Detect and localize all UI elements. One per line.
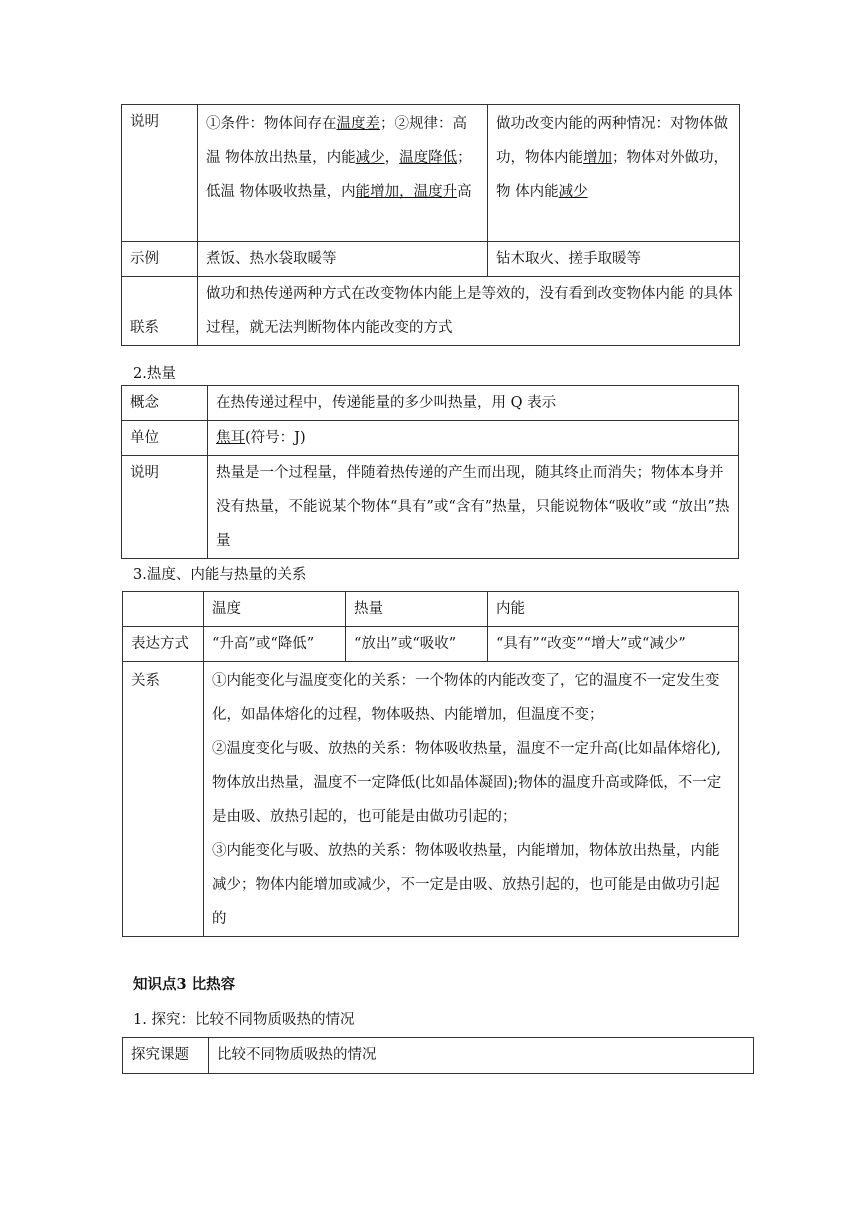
relation-item: ①内能变化与温度变化的关系：一个物体的内能改变了，它的温度不一定发生变化，如晶体熔化的过程，物体吸热、内能增加，但温度不变； <box>212 673 720 723</box>
section-heading-heat: 2.热量 <box>133 366 176 382</box>
table-row <box>122 277 740 346</box>
relation-list <box>204 662 739 937</box>
concept-text: 在热传递过程中，传递能量的多少叫热量，用 Q 表示 <box>208 386 739 421</box>
row-label: 说明 <box>122 456 208 559</box>
expr-temperature: “升高”或“降低” <box>204 627 346 662</box>
table-row <box>122 456 739 559</box>
row-label: 单位 <box>122 421 208 456</box>
table-row <box>122 105 740 242</box>
table-row <box>122 242 740 277</box>
row-label: 联系 <box>122 277 198 346</box>
row-label: 示例 <box>122 242 198 277</box>
row-label: 探究课题 <box>123 1038 209 1074</box>
example-work: 钻木取火、搓手取暖等 <box>488 242 740 277</box>
table-row <box>123 1038 754 1074</box>
subheading-inquiry: 1. 探究：比较不同物质吸热的情况 <box>133 1012 355 1028</box>
table-heat <box>121 385 739 559</box>
relation-item: ③内能变化与吸、放热的关系：物体吸收热量，内能增加，物体放出热量，内能减少；物体内能增加或减少，不一定是由吸、放热引起的，也可能是由做功引起的 <box>212 843 720 927</box>
explanation-heat-transfer: ①条件：物体间存在温度差；②规律：高温 物体放出热量，内能减少，温度降低；低温 物体吸收热量，内能增加，温度升高 <box>198 105 488 242</box>
relation-item: ②温度变化与吸、放热的关系：物体吸收热量，温度不一定升高(比如晶体熔化),物体放出热量，温度不一定降低(比如晶体凝固);物体的温度升高或降低，不一定是由吸、放热引起的，也可能是由做功引起的； <box>212 741 722 825</box>
table-relation <box>122 591 739 937</box>
table-row <box>122 386 739 421</box>
table-row <box>123 627 739 662</box>
header-internal-energy: 内能 <box>488 592 739 627</box>
header-empty <box>123 592 204 627</box>
table-heat-transfer-vs-work <box>121 104 740 346</box>
table-row <box>122 421 739 456</box>
explanation-work: 做功改变内能的两种情况：对物体做 功，物体内能增加；物体对外做功，物 体内能减少 <box>488 105 740 242</box>
explanation-text: 热量是一个过程量，伴随着热传递的产生而出现，随其终止而消失；物体本身并没有热量，不能说某个物体“具有”或“含有”热量，只能说物体“吸收”或 “放出”热量 <box>208 456 739 559</box>
knowledge-point-title: 知识点3 比热容 <box>133 976 236 993</box>
table-header-row <box>123 592 739 627</box>
example-heat-transfer: 煮饭、热水袋取暖等 <box>198 242 488 277</box>
header-temperature: 温度 <box>204 592 346 627</box>
section-heading-relation: 3.温度、内能与热量的关系 <box>133 567 307 583</box>
row-label: 关系 <box>123 662 204 937</box>
row-label: 概念 <box>122 386 208 421</box>
unit-text: 焦耳(符号：J) <box>208 421 739 456</box>
row-label: 说明 <box>122 105 198 242</box>
expr-internal-energy: “具有”“改变”“增大”或“减少” <box>488 627 739 662</box>
expr-heat: “放出”或“吸收” <box>346 627 488 662</box>
inquiry-topic: 比较不同物质吸热的情况 <box>209 1038 754 1074</box>
row-label: 表达方式 <box>123 627 204 662</box>
relation-text: 做功和热传递两种方式在改变物体内能上是等效的，没有看到改变物体内能 的具体过程，就无法判断物体内能改变的方式 <box>198 277 740 346</box>
header-heat: 热量 <box>346 592 488 627</box>
table-row <box>123 662 739 937</box>
table-inquiry <box>122 1037 754 1074</box>
